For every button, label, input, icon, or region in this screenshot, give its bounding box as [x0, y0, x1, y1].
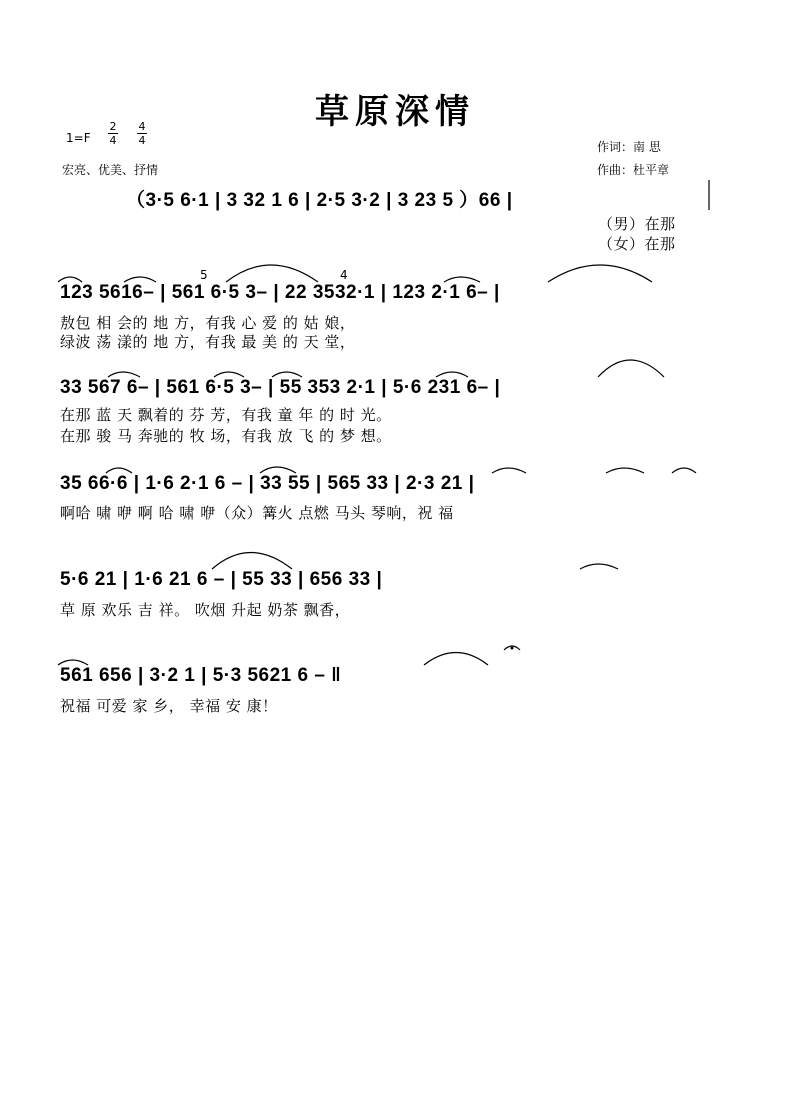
slur — [260, 467, 296, 473]
notation-line-6: 561 656 | 3·2 1 | 5·3 5621 6 – ‖ — [60, 665, 342, 686]
time-sig-denominator: 4 — [138, 134, 146, 147]
slur — [672, 468, 696, 473]
slur — [58, 277, 82, 282]
slur — [108, 372, 140, 377]
page-title: 草原深情 — [315, 92, 475, 132]
notation-line-4: 35 66·6 | 1·6 2·1 6 – | 33 55 | 565 33 | 2·3 21 | — [60, 473, 475, 494]
lyric-line-3a: 在那 蓝 天 飘着的 芬 芳，有我 童 年 的 时 光。 — [60, 406, 392, 424]
slur — [548, 265, 652, 282]
slur — [606, 468, 644, 473]
lyric-line-2b: 绿波 荡 漾的 地 方，有我 最 美 的 天 堂， — [60, 333, 356, 351]
grace-note: 5 — [200, 268, 208, 282]
slur — [580, 564, 618, 569]
slur — [492, 468, 526, 473]
lyric-line-1-female: （女）在那 — [598, 235, 676, 253]
slur — [598, 360, 664, 377]
lyric-line-2a: 敖包 相 会的 地 方，有我 心 爱 的 姑 娘， — [60, 314, 356, 332]
lyric-line-5: 草 原 欢乐 吉 祥。 吹烟 升起 奶茶 飘香， — [60, 601, 351, 619]
lyric-line-3b: 在那 骏 马 奔驰的 牧 场，有我 放 飞 的 梦 想。 — [60, 427, 392, 445]
slur — [106, 468, 132, 473]
lyricist-credit: 作词：南 思 — [597, 140, 661, 154]
lyric-line-4: 啊哈 啸 咿 啊 哈 啸 咿（众）篝火 点燃 马头 琴响，祝 福 — [60, 504, 454, 522]
notation-line-2: 123 5616– | 561 6·5 3– | 22 3532·1 | 123 2·1 6– | — [60, 282, 500, 303]
slur — [444, 277, 480, 282]
lyric-line-1-male: （男）在那 — [598, 215, 676, 233]
composer-credit: 作曲：杜平章 — [597, 163, 670, 177]
slur — [436, 372, 468, 377]
slur — [124, 277, 156, 282]
notation-line-3: 33 567 6– | 561 6·5 3– | 55 353 2·1 | 5·6 231 6– | — [60, 377, 501, 398]
slur — [226, 265, 318, 282]
time-sig-denominator: 4 — [109, 134, 117, 147]
slur — [212, 553, 292, 570]
key-signature: 1=F — [66, 131, 91, 145]
slur — [424, 653, 488, 666]
slur — [58, 660, 88, 665]
lyric-line-6: 祝福 可爱 家 乡， 幸福 安 康！ — [60, 697, 278, 715]
notation-line-5: 5·6 21 | 1·6 21 6 – | 55 33 | 656 33 | — [60, 569, 383, 590]
notation-line-1: （3·5 6·1 | 3 32 1 6 | 2·5 3·2 | 3 23 5 ）66 | — [126, 190, 513, 211]
time-sig-numerator: 2 — [109, 120, 117, 133]
slur — [272, 372, 302, 377]
slur — [214, 372, 244, 377]
fermata-dot — [511, 647, 514, 650]
time-sig-numerator: 4 — [138, 120, 146, 133]
grace-note: 4 — [340, 268, 348, 282]
expression-marking: 宏亮、优美、抒情 — [62, 163, 159, 177]
